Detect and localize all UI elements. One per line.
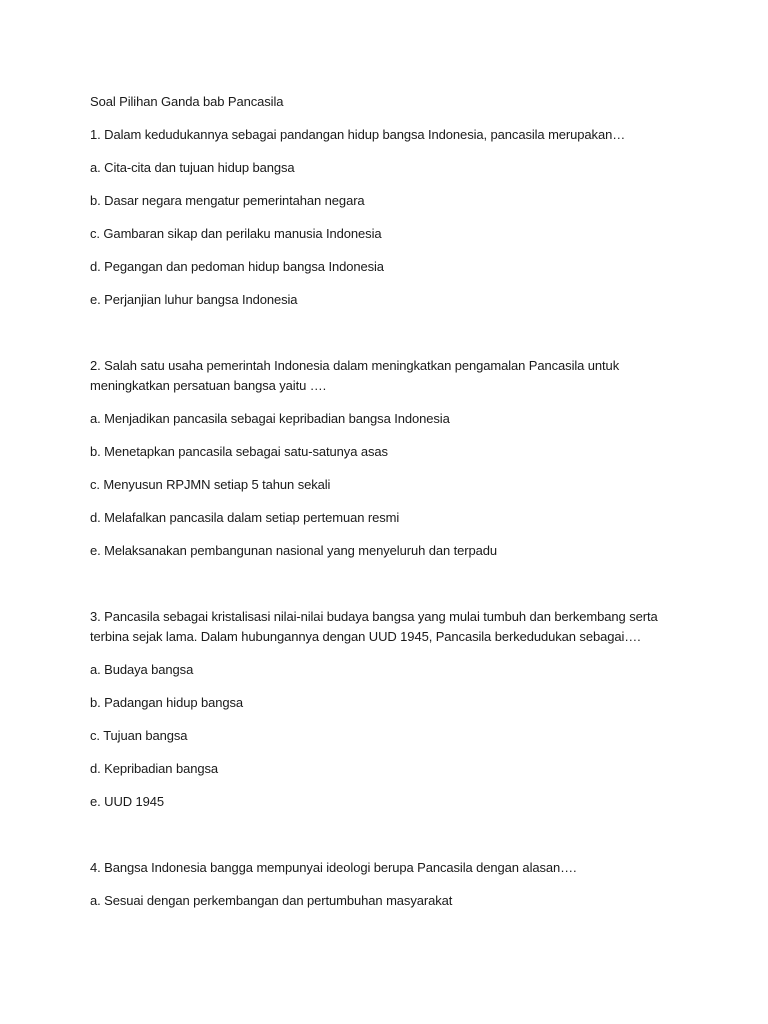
answer-option-a: a. Budaya bangsa: [90, 662, 194, 677]
question-text: 1. Dalam kedudukannya sebagai pandangan hidup bangsa Indonesia, pancasila merupakan…: [90, 127, 626, 142]
question-4: [90, 858, 690, 911]
answer-option-e: e. UUD 1945: [90, 794, 165, 809]
answer-option-c: c. Menyusun RPJMN setiap 5 tahun sekali: [90, 477, 331, 492]
question-text: 4. Bangsa Indonesia bangga mempunyai ideologi berupa Pancasila dengan alasan….: [90, 860, 577, 875]
question-spacer: [90, 825, 690, 858]
answer-option-a: a. Menjadikan pancasila sebagai kepribadian bangsa Indonesia: [90, 411, 450, 426]
answer-option-b: b. Dasar negara mengatur pemerintahan negara: [90, 193, 365, 208]
question-spacer: [90, 574, 690, 607]
answer-option-e: e. Melaksanakan pembangunan nasional yang menyeluruh dan terpadu: [90, 543, 498, 558]
document-title: Soal Pilihan Ganda bab Pancasila: [90, 94, 284, 109]
answer-option-b: b. Menetapkan pancasila sebagai satu-satunya asas: [90, 444, 388, 459]
question-2: [90, 356, 690, 561]
question-text: 3. Pancasila sebagai kristalisasi nilai-nilai budaya bangsa yang mulai tumbuh dan berkembang serta terbina sejak lama. Dalam hubungannya dengan UUD 1945, Pancasila berkedudukan sebagai….: [90, 609, 658, 644]
document-page: [90, 92, 690, 924]
question-1: [90, 125, 690, 310]
question-spacer: [90, 323, 690, 356]
answer-option-c: c. Gambaran sikap dan perilaku manusia Indonesia: [90, 226, 382, 241]
answer-option-d: d. Kepribadian bangsa: [90, 761, 219, 776]
answer-option-a: a. Cita-cita dan tujuan hidup bangsa: [90, 160, 295, 175]
answer-option-d: d. Melafalkan pancasila dalam setiap pertemuan resmi: [90, 510, 400, 525]
answer-option-a: a. Sesuai dengan perkembangan dan pertumbuhan masyarakat: [90, 893, 453, 908]
answer-option-d: d. Pegangan dan pedoman hidup bangsa Indonesia: [90, 259, 384, 274]
question-text: 2. Salah satu usaha pemerintah Indonesia dalam meningkatkan pengamalan Pancasila untuk meningkatkan persatuan bangsa yaitu ….: [90, 358, 620, 393]
answer-option-b: b. Padangan hidup bangsa: [90, 695, 244, 710]
answer-option-e: e. Perjanjian luhur bangsa Indonesia: [90, 292, 298, 307]
question-3: [90, 607, 690, 812]
answer-option-c: c. Tujuan bangsa: [90, 728, 188, 743]
